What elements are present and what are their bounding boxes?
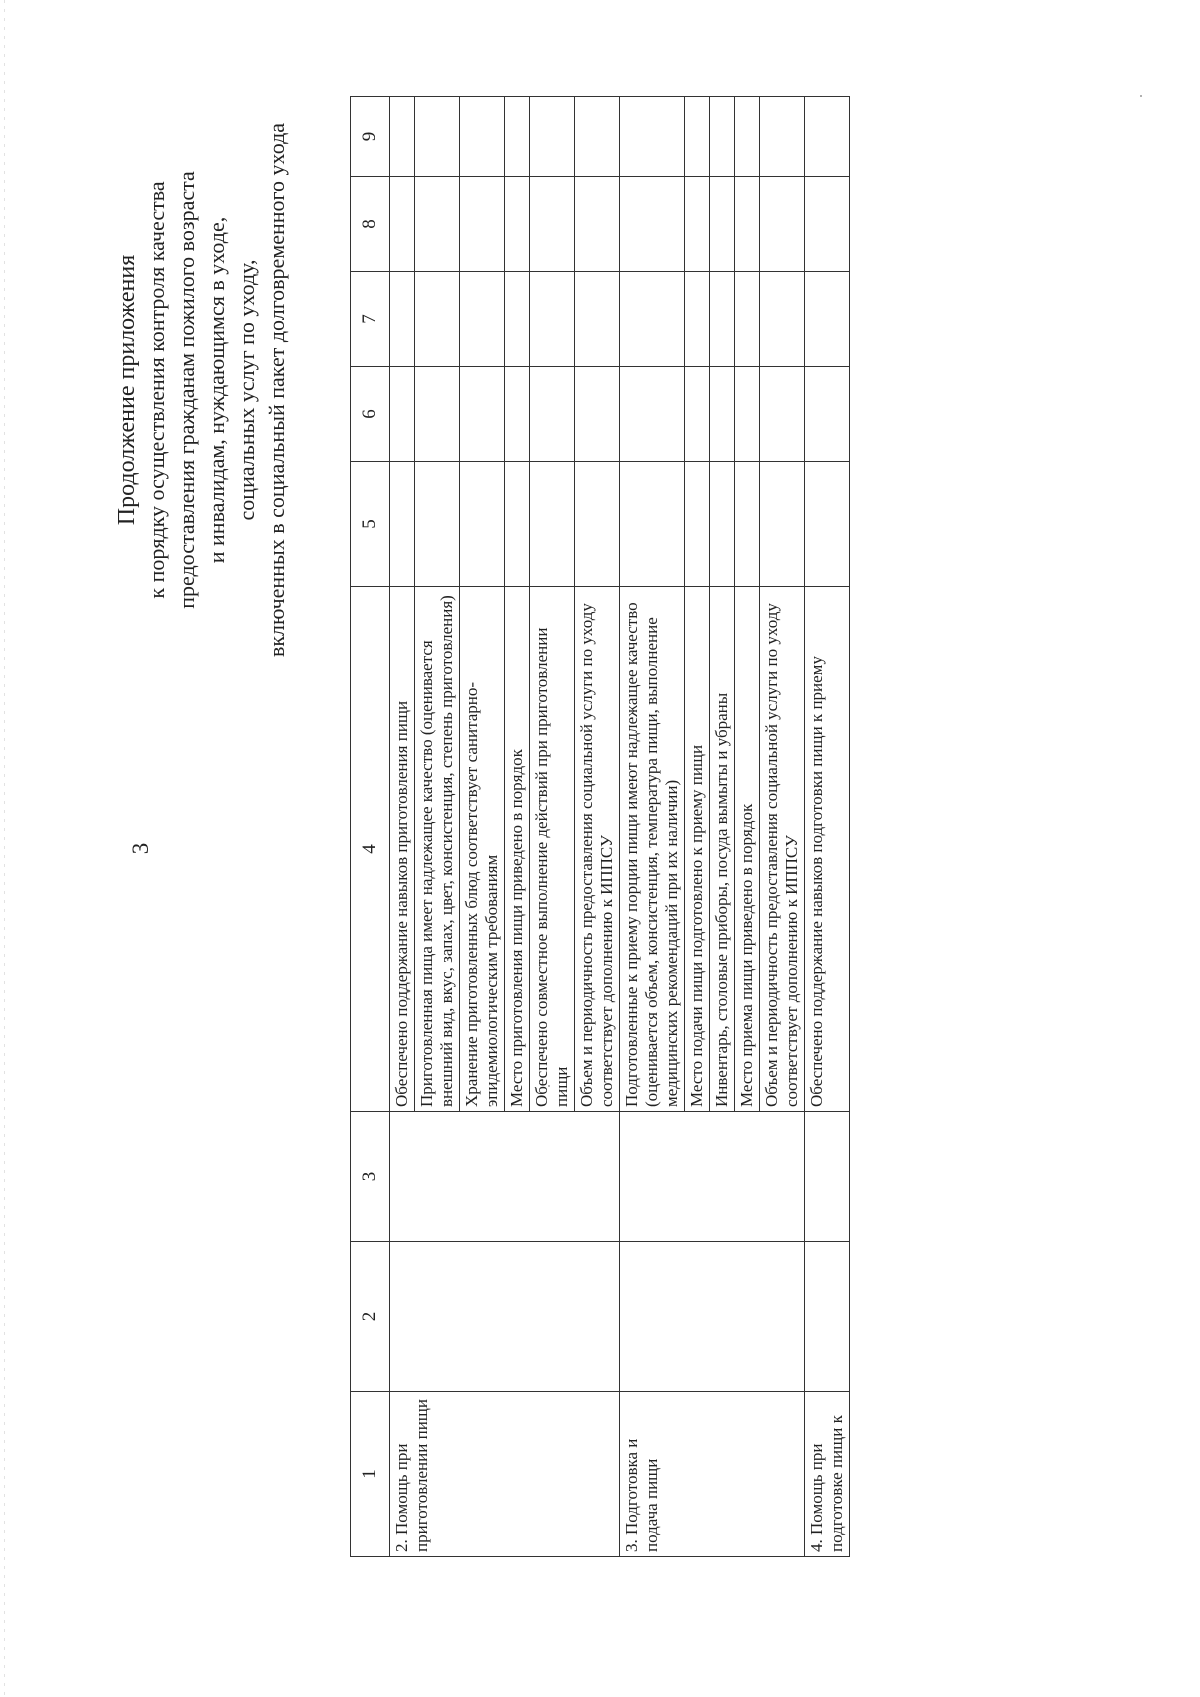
- empty-cell: [415, 462, 460, 587]
- appendix-header-line: включенных в социальный пакет долговременного ухода: [264, 122, 289, 658]
- empty-cell: [390, 367, 415, 462]
- table-header-row: [351, 97, 390, 1557]
- page-number: 3: [128, 842, 153, 855]
- empty-cell: [575, 367, 620, 462]
- empty-cell: [575, 177, 620, 272]
- empty-cell: [620, 97, 685, 177]
- empty-cell: [460, 462, 505, 587]
- empty-cell: [505, 367, 530, 462]
- empty-cell: [685, 97, 710, 177]
- service-name-cell: 4. Помощь при подготовке пищи к: [805, 1392, 850, 1557]
- empty-cell: [620, 272, 685, 367]
- empty-cell: [685, 367, 710, 462]
- service-name-cell: 3. Подготовка и подача пищи: [620, 1392, 805, 1557]
- criterion-cell: Хранение приготовленных блюд соответствует санитарно-эпидемиологическим требованиям: [460, 587, 505, 1112]
- empty-cell: [415, 177, 460, 272]
- empty-cell: [760, 177, 805, 272]
- appendix-header-line: социальных услуг по уходу,: [234, 259, 259, 521]
- criterion-cell: Место приготовления пищи приведено в порядок: [505, 587, 530, 1112]
- column-header: 2: [351, 1242, 390, 1392]
- empty-cell: [390, 97, 415, 177]
- criterion-cell: Объем и периодичность предоставления социальной услуги по уходу соответствует дополнению к ИППСУ: [760, 587, 805, 1112]
- empty-cell: [575, 462, 620, 587]
- empty-cell: [415, 272, 460, 367]
- column-header: 1: [351, 1392, 390, 1557]
- empty-cell: [685, 462, 710, 587]
- empty-cell: [460, 367, 505, 462]
- empty-cell: [710, 272, 735, 367]
- empty-cell: [685, 177, 710, 272]
- quality-control-table: [350, 96, 850, 1557]
- table-row: [805, 97, 850, 1557]
- empty-cell: [735, 97, 760, 177]
- empty-cell: [460, 177, 505, 272]
- empty-cell: [530, 272, 575, 367]
- empty-cell: [735, 462, 760, 587]
- empty-cell: [735, 272, 760, 367]
- empty-cell: [505, 177, 530, 272]
- empty-cell: [710, 177, 735, 272]
- empty-cell: [390, 1112, 620, 1242]
- empty-cell: [805, 462, 850, 587]
- criterion-cell: Место подачи пищи подготовлено к приему пищи: [685, 587, 710, 1112]
- criterion-cell: Место приема пищи приведено в порядок: [735, 587, 760, 1112]
- empty-cell: [710, 97, 735, 177]
- column-header: 5: [351, 462, 390, 587]
- empty-cell: [530, 177, 575, 272]
- criterion-cell: Обеспечено поддержание навыков приготовления пищи: [390, 587, 415, 1112]
- empty-cell: [760, 367, 805, 462]
- empty-cell: [505, 462, 530, 587]
- criterion-cell: Подготовленные к приему порции пищи имеют надлежащее качество (оценивается объем, консистенция, температура пищи, выполнение медицинских рекомендаций при их наличии): [620, 587, 685, 1112]
- column-header: 6: [351, 367, 390, 462]
- empty-cell: [735, 367, 760, 462]
- empty-cell: [390, 177, 415, 272]
- appendix-title: Продолжение приложения: [114, 254, 140, 526]
- column-header: 9: [351, 97, 390, 177]
- criterion-cell: Обеспечено совместное выполнение действий при приготовлении пищи: [530, 587, 575, 1112]
- empty-cell: [620, 1242, 805, 1392]
- appendix-header: [112, 0, 292, 1697]
- criterion-cell: Объем и периодичность предоставления социальной услуги по уходу соответствует дополнению к ИППСУ: [575, 587, 620, 1112]
- criterion-cell: Приготовленная пища имеет надлежащее качество (оценивается внешний вид, вкус, запах, цвет, консистенция, степень приготовления): [415, 587, 460, 1112]
- empty-cell: [735, 177, 760, 272]
- table-row: [390, 97, 415, 1557]
- empty-cell: [760, 97, 805, 177]
- empty-cell: [460, 97, 505, 177]
- empty-cell: [505, 272, 530, 367]
- empty-cell: [415, 97, 460, 177]
- appendix-header-line: предоставления гражданам пожилого возраста: [174, 171, 199, 609]
- empty-cell: [390, 462, 415, 587]
- empty-cell: [620, 367, 685, 462]
- empty-cell: [805, 1242, 850, 1392]
- column-header: 8: [351, 177, 390, 272]
- empty-cell: [530, 367, 575, 462]
- appendix-header-line: и инвалидам, нуждающимся в уходе,: [204, 216, 229, 564]
- empty-cell: [620, 462, 685, 587]
- empty-cell: [805, 97, 850, 177]
- column-header: 4: [351, 587, 390, 1112]
- empty-cell: [390, 272, 415, 367]
- empty-cell: [505, 97, 530, 177]
- empty-cell: [805, 177, 850, 272]
- empty-cell: [760, 272, 805, 367]
- empty-cell: [530, 462, 575, 587]
- empty-cell: [805, 367, 850, 462]
- empty-cell: [575, 97, 620, 177]
- empty-cell: [710, 367, 735, 462]
- empty-cell: [530, 97, 575, 177]
- empty-cell: [710, 462, 735, 587]
- empty-cell: [460, 272, 505, 367]
- empty-cell: [415, 367, 460, 462]
- empty-cell: [390, 1242, 620, 1392]
- empty-cell: [760, 462, 805, 587]
- appendix-header-line: к порядку осуществления контроля качества: [144, 181, 169, 599]
- criterion-cell: Инвентарь, столовые приборы, посуда вымыты и убраны: [710, 587, 735, 1112]
- empty-cell: [575, 272, 620, 367]
- empty-cell: [805, 272, 850, 367]
- table-row: [620, 97, 685, 1557]
- empty-cell: [805, 1112, 850, 1242]
- column-header: 3: [351, 1112, 390, 1242]
- criterion-cell: Обеспечено поддержание навыков подготовки пищи к приему: [805, 587, 850, 1112]
- empty-cell: [685, 272, 710, 367]
- service-name-cell: 2. Помощь при приготовлении пищи: [390, 1392, 620, 1557]
- empty-cell: [620, 1112, 805, 1242]
- empty-cell: [620, 177, 685, 272]
- column-header: 7: [351, 272, 390, 367]
